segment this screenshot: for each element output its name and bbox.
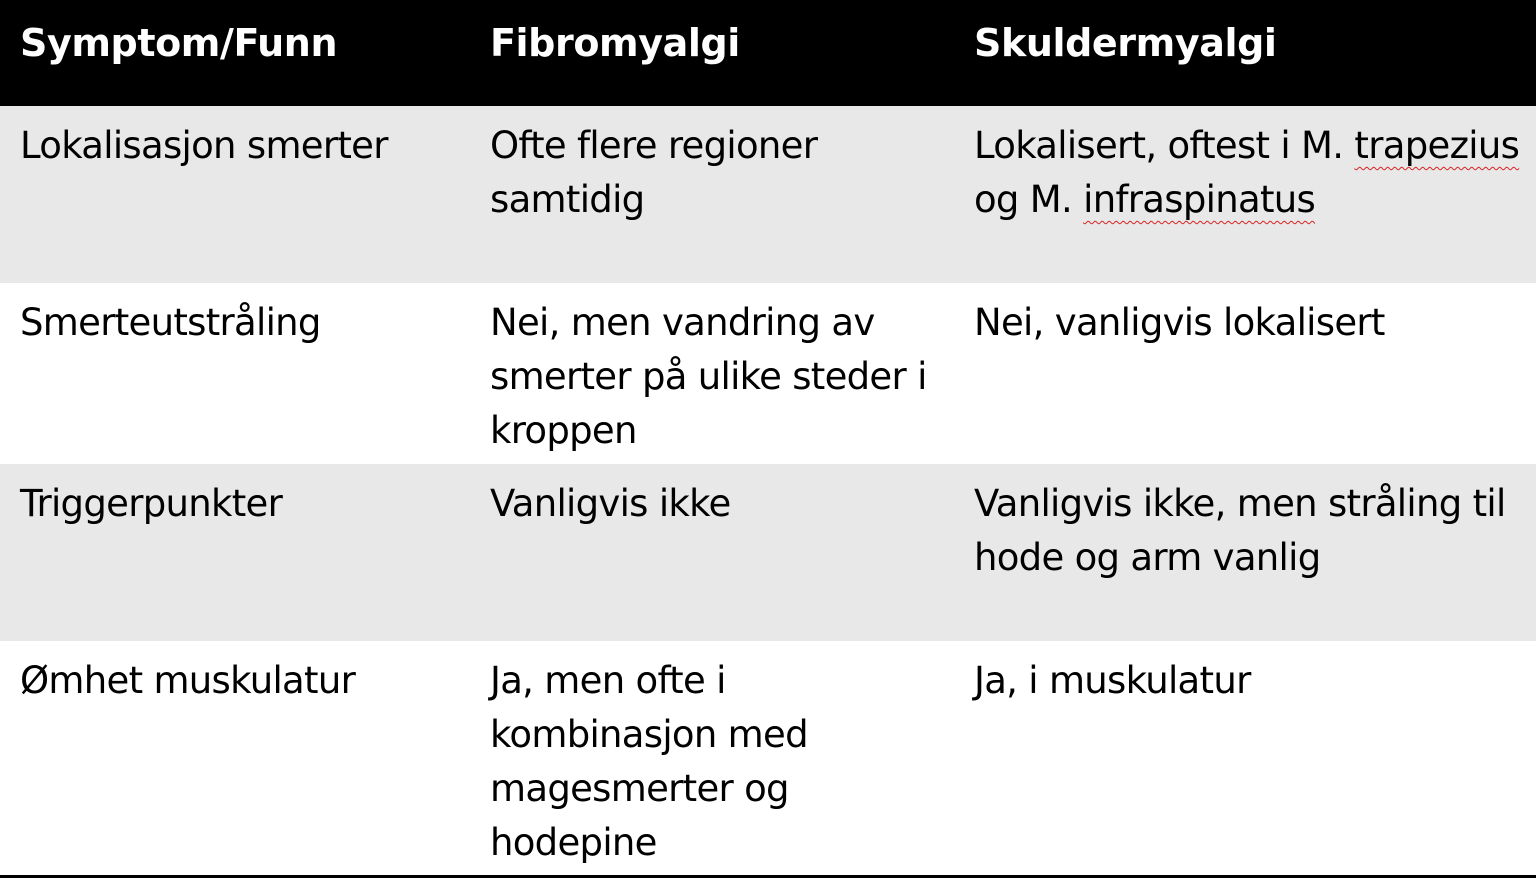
- table-row: [0, 641, 1536, 875]
- header-fibromyalgi: Fibromyalgi: [490, 21, 740, 65]
- cell-fibromyalgi: Ofte flere regioner samtidig: [490, 124, 818, 221]
- cell-fibromyalgi: Ja, men ofte i kombinasjon med magesmerter og hodepine: [490, 659, 808, 864]
- cell-symptom: Ømhet muskulatur: [20, 659, 356, 702]
- header-skuldermyalgi: Skuldermyalgi: [974, 21, 1277, 65]
- cell-text-part: Lokalisert, oftest i M.: [974, 124, 1355, 167]
- cell-fibromyalgi: Nei, men vandring av smerter på ulike steder i kroppen: [490, 301, 927, 452]
- cell-skuldermyalgi: Ja, i muskulatur: [974, 659, 1251, 702]
- spellcheck-word-infraspinatus[interactable]: infraspinatus: [1083, 178, 1316, 221]
- cell-fibromyalgi: Vanligvis ikke: [490, 482, 731, 525]
- table-bottom-border: [0, 875, 1536, 878]
- header-symptom-funn: Symptom/Funn: [20, 21, 338, 65]
- table-row: [0, 106, 1536, 283]
- spellcheck-word-trapezius[interactable]: trapezius: [1354, 124, 1520, 167]
- cell-symptom: Lokalisasjon smerter: [20, 124, 388, 167]
- table-row: [0, 283, 1536, 464]
- cell-symptom: Smerteutstråling: [20, 301, 321, 344]
- cell-symptom: Triggerpunkter: [20, 482, 283, 525]
- table-header-row: [0, 0, 1536, 106]
- cell-text-part: og M.: [974, 178, 1084, 221]
- cell-skuldermyalgi: Vanligvis ikke, men stråling til hode og arm vanlig: [974, 482, 1506, 579]
- table-row: [0, 464, 1536, 641]
- cell-skuldermyalgi: Nei, vanligvis lokalisert: [974, 301, 1385, 344]
- cell-skuldermyalgi: [974, 119, 1534, 227]
